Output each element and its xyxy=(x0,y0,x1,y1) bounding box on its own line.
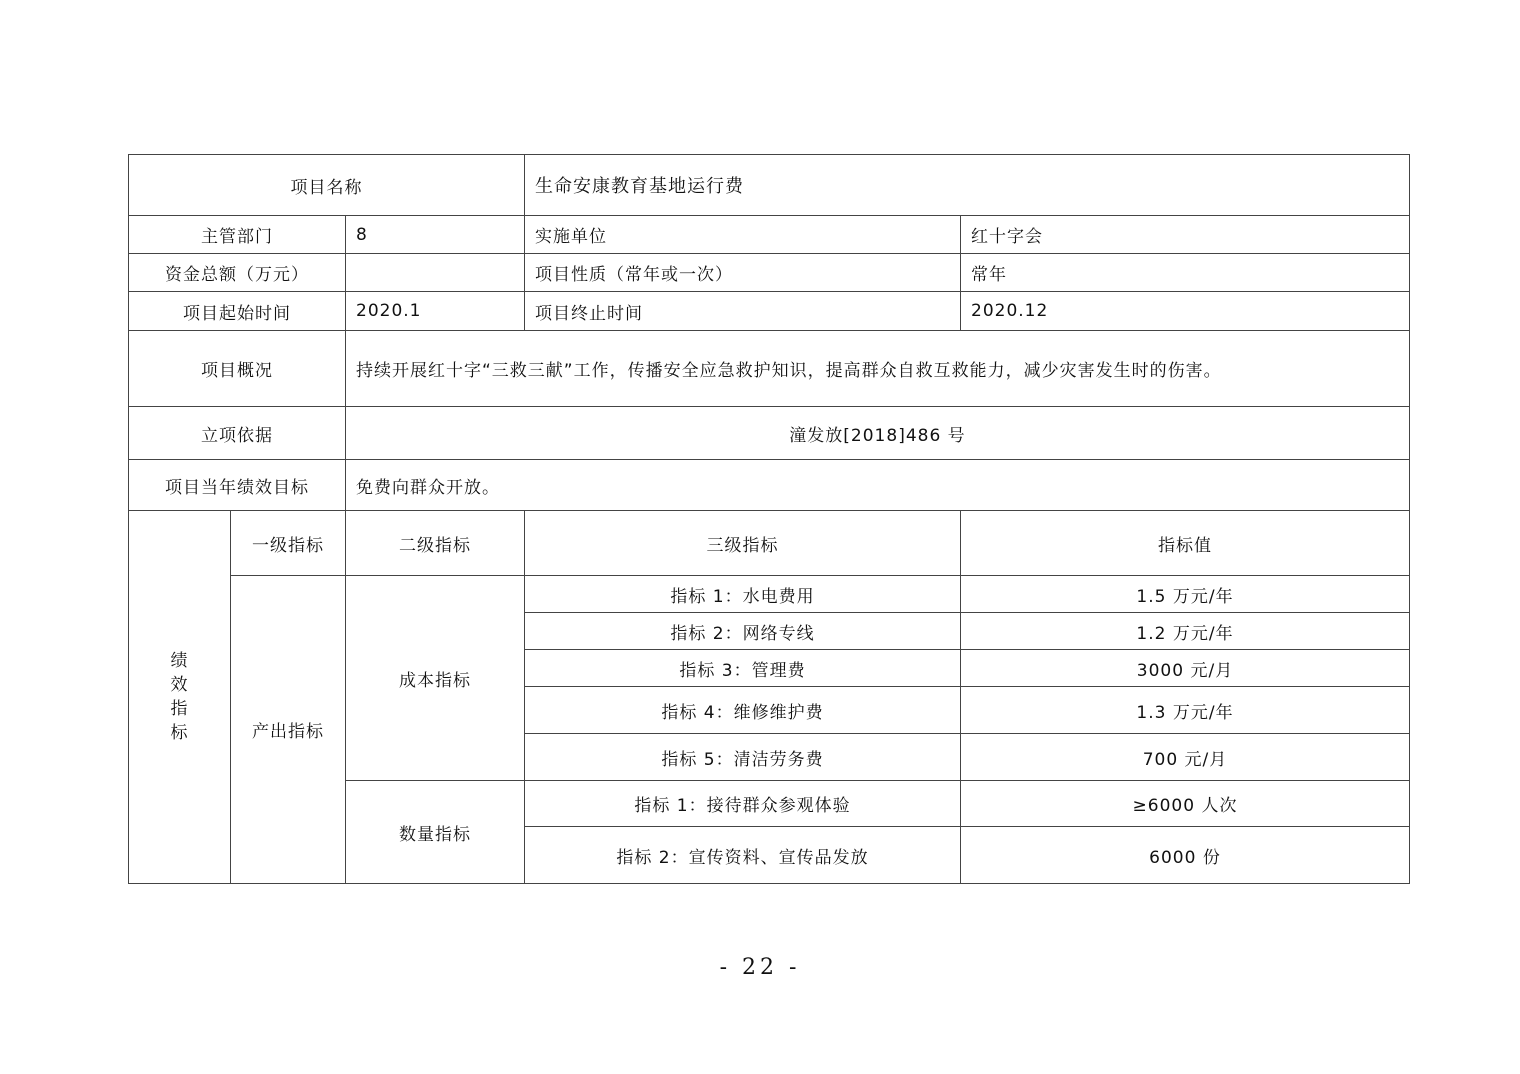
quantity-item-name: 指标 1：接待群众参观体验 xyxy=(525,781,961,827)
dept-label: 主管部门 xyxy=(129,216,346,254)
project-performance-table xyxy=(128,154,1410,884)
fund-value xyxy=(346,254,525,292)
quantity-indicator-label: 数量指标 xyxy=(346,781,525,884)
table-row xyxy=(129,576,1410,613)
header-level2: 二级指标 xyxy=(346,511,525,576)
quantity-item-name: 指标 2：宣传资料、宣传品发放 xyxy=(525,827,961,884)
cost-item-name: 指标 4：维修维护费 xyxy=(525,687,961,734)
project-name-value: 生命安康教育基地运行费 xyxy=(525,155,1410,216)
basis-label: 立项依据 xyxy=(129,407,346,460)
impl-label: 实施单位 xyxy=(525,216,961,254)
row-project-name xyxy=(129,155,1410,216)
performance-indicator-section xyxy=(129,511,231,884)
level1-output-indicator: 产出指标 xyxy=(231,576,346,884)
cost-item-value: 700 元/月 xyxy=(961,734,1410,781)
section-char: 指 xyxy=(170,699,189,719)
row-goal xyxy=(129,460,1410,511)
row-basis xyxy=(129,407,1410,460)
page-number: - 22 - xyxy=(719,955,801,980)
row-department xyxy=(129,216,1410,254)
dept-value: 8 xyxy=(346,216,525,254)
basis-value: 潼发放[2018]486 号 xyxy=(346,407,1410,460)
section-char: 效 xyxy=(170,675,189,695)
end-value: 2020.12 xyxy=(961,292,1410,331)
row-indicator-header xyxy=(129,511,1410,576)
cost-item-name: 指标 3：管理费 xyxy=(525,650,961,687)
nature-value: 常年 xyxy=(961,254,1410,292)
header-value: 指标值 xyxy=(961,511,1410,576)
quantity-item-value: 6000 份 xyxy=(961,827,1410,884)
fund-label: 资金总额（万元） xyxy=(129,254,346,292)
cost-item-value: 1.5 万元/年 xyxy=(961,576,1410,613)
cost-item-value: 1.3 万元/年 xyxy=(961,687,1410,734)
cost-item-name: 指标 5：清洁劳务费 xyxy=(525,734,961,781)
start-value: 2020.1 xyxy=(346,292,525,331)
overview-value: 持续开展红十字“三救三献”工作，传播安全应急救护知识，提高群众自救互救能力，减少灾害发生时的伤害。 xyxy=(346,331,1410,407)
cost-item-name: 指标 1：水电费用 xyxy=(525,576,961,613)
impl-value: 红十字会 xyxy=(961,216,1410,254)
row-fund xyxy=(129,254,1410,292)
cost-item-value: 1.2 万元/年 xyxy=(961,613,1410,650)
row-dates xyxy=(129,292,1410,331)
cost-item-name: 指标 2：网络专线 xyxy=(525,613,961,650)
project-name-label: 项目名称 xyxy=(129,155,525,216)
nature-label: 项目性质（常年或一次） xyxy=(525,254,961,292)
goal-value: 免费向群众开放。 xyxy=(346,460,1410,511)
start-label: 项目起始时间 xyxy=(129,292,346,331)
cost-item-value: 3000 元/月 xyxy=(961,650,1410,687)
section-char: 绩 xyxy=(170,651,189,671)
section-char: 标 xyxy=(170,723,189,743)
cost-indicator-label: 成本指标 xyxy=(346,576,525,781)
goal-label: 项目当年绩效目标 xyxy=(129,460,346,511)
overview-label: 项目概况 xyxy=(129,331,346,407)
header-level1: 一级指标 xyxy=(231,511,346,576)
end-label: 项目终止时间 xyxy=(525,292,961,331)
quantity-item-value: ≥6000 人次 xyxy=(961,781,1410,827)
header-level3: 三级指标 xyxy=(525,511,961,576)
row-overview xyxy=(129,331,1410,407)
